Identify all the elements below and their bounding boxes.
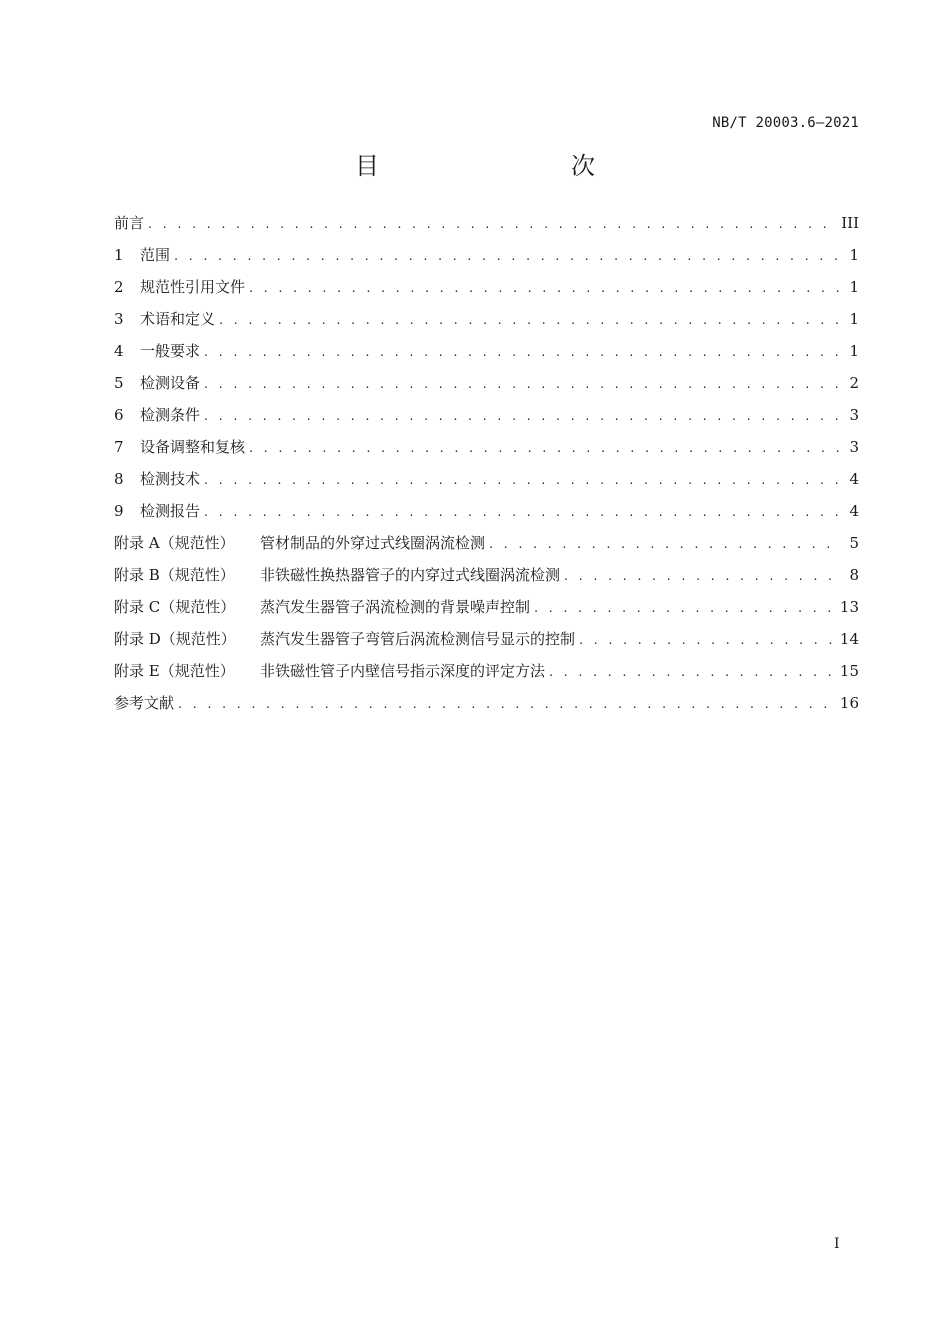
toc-entry-section-5[interactable] [114,372,859,404]
toc-entry-section-8[interactable] [114,468,859,500]
toc-entry-number: 7 [114,438,124,456]
toc-entry-label: 一般要求 [140,342,201,360]
toc-entry-section-9[interactable] [114,500,859,532]
toc-entry-page: III [841,214,859,232]
toc-entry-number: 2 [114,278,124,296]
page-number: I [834,1236,840,1252]
toc-entry-appendix-c[interactable] [114,596,859,628]
toc-entry-page: 5 [849,534,859,552]
toc-entry-page: 3 [849,438,859,456]
toc-entry-page: 16 [839,694,859,712]
toc-leader-dots [564,569,841,584]
toc-leader-dots [204,505,841,520]
toc-leader-dots [204,409,841,424]
toc-entry-page: 1 [849,342,859,360]
toc-entry-number: 3 [114,310,124,328]
toc-entry-number: 6 [114,406,124,424]
toc-entry-number: 1 [114,246,124,264]
toc-entry-number: 9 [114,502,124,520]
toc-leader-dots [249,281,841,296]
toc-leader-dots [549,665,834,680]
toc-entry-appendix-b[interactable] [114,564,859,596]
toc-entry-label: 检测条件 [140,406,201,424]
toc-entry-label: 检测报告 [140,502,201,520]
toc-entry-section-1[interactable] [114,244,859,276]
toc-entry-section-3[interactable] [114,308,859,340]
toc-entry-appendix-d[interactable] [114,628,859,660]
toc-leader-dots [178,697,834,712]
toc-appendix-prefix: 附录 E（规范性） [114,662,235,680]
page-title: 目 次 [355,152,643,180]
toc-leader-dots [204,345,841,360]
toc-entry-label: 范围 [140,246,171,264]
toc-entry-preface[interactable] [114,212,859,244]
toc-entry-section-7[interactable] [114,436,859,468]
toc-appendix-prefix: 附录 D（规范性） [114,630,236,648]
toc-entry-section-4[interactable] [114,340,859,372]
toc-leader-dots [204,473,841,488]
toc-entry-number: 4 [114,342,124,360]
toc-entry-page: 1 [849,310,859,328]
toc-leader-dots [148,217,835,232]
toc-entry-label: 规范性引用文件 [140,278,246,296]
toc-entry-number: 5 [114,374,124,392]
toc-appendix-prefix: 附录 C（规范性） [114,598,236,616]
toc-entry-label: 术语和定义 [140,310,216,328]
toc-entry-page: 8 [849,566,859,584]
toc-entry-label: 蒸汽发生器管子涡流检测的背景噪声控制 [260,598,531,616]
standard-code: NB/T 20003.6—2021 [712,115,859,131]
toc-entry-number: 8 [114,470,124,488]
toc-entry-section-6[interactable] [114,404,859,436]
toc-entry-page: 1 [849,278,859,296]
toc-entry-appendix-e[interactable] [114,660,859,692]
toc-entry-page: 13 [839,598,859,616]
toc-entry-label: 前言 [114,214,145,232]
toc-appendix-prefix: 附录 A（规范性） [114,534,235,552]
toc-entry-label: 非铁磁性管子内壁信号指示深度的评定方法 [260,662,546,680]
toc-appendix-prefix: 附录 B（规范性） [114,566,235,584]
toc-entry-page: 3 [849,406,859,424]
toc-entry-label: 设备调整和复核 [140,438,246,456]
toc-entry-page: 4 [849,502,859,520]
toc-leader-dots [204,377,841,392]
toc-entry-page: 4 [849,470,859,488]
toc-leader-dots [534,601,834,616]
toc-entry-section-2[interactable] [114,276,859,308]
toc-entry-label: 蒸汽发生器管子弯管后涡流检测信号显示的控制 [260,630,576,648]
toc-entry-page: 14 [839,630,859,648]
toc-leader-dots [579,633,834,648]
toc-entry-page: 2 [849,374,859,392]
toc-leader-dots [489,537,841,552]
toc-entry-page: 15 [839,662,859,680]
toc-leader-dots [249,441,841,456]
table-of-contents [114,212,859,724]
toc-entry-label: 管材制品的外穿过式线圈涡流检测 [260,534,486,552]
toc-entry-label: 检测技术 [140,470,201,488]
toc-leader-dots [174,249,841,264]
toc-entry-appendix-a[interactable] [114,532,859,564]
toc-leader-dots [219,313,841,328]
toc-entry-references[interactable] [114,692,859,724]
toc-entry-label: 非铁磁性换热器管子的内穿过式线圈涡流检测 [260,566,561,584]
toc-entry-page: 1 [849,246,859,264]
toc-entry-label: 参考文献 [114,694,175,712]
toc-entry-label: 检测设备 [140,374,201,392]
